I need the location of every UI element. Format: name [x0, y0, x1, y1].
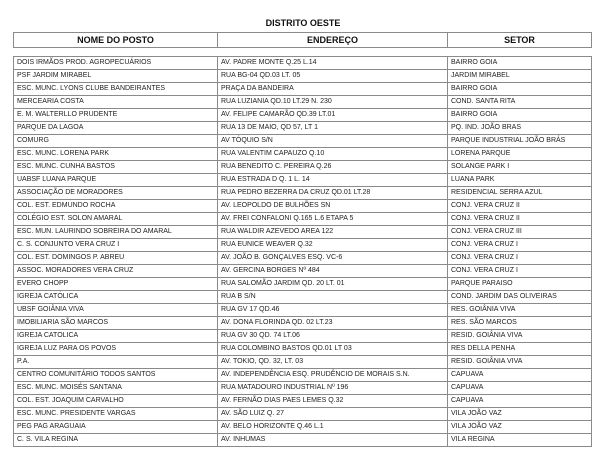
cell-setor: VILA REGINA [448, 434, 592, 447]
cell-nome: COL. EST. DOMINGOS P. ABREU [14, 252, 218, 265]
cell-endereco: AV. FERNÃO DIAS PAES LEMES Q.32 [218, 395, 448, 408]
table-row [14, 317, 592, 330]
cell-endereco: AV. INDEPENDÊNCIA ESQ. PRUDÊNCIO DE MORAIS S.N. [218, 369, 448, 382]
cell-nome: UBSF GOIÂNIA VIVA [14, 304, 218, 317]
cell-endereco: RUA 13 DE MAIO, QD 57, LT 1 [218, 122, 448, 135]
cell-nome: ASSOCIAÇÃO DE MORADORES [14, 187, 218, 200]
cell-nome: C. S. CONJUNTO VERA CRUZ I [14, 239, 218, 252]
table-row [14, 161, 592, 174]
table-row [14, 109, 592, 122]
cell-nome: COL. EST. EDMUNDO ROCHA [14, 200, 218, 213]
cell-nome: IGREJA CATÓLICA [14, 291, 218, 304]
cell-endereco: RUA BENEDITO C. PEREIRA Q.26 [218, 161, 448, 174]
cell-endereco: RUA WALDIR AZEVEDO AREA 122 [218, 226, 448, 239]
cell-nome: PEG PAG ARAGUAIA [14, 421, 218, 434]
cell-setor: JARDIM MIRABEL [448, 70, 592, 83]
column-header-setor: SETOR [448, 33, 592, 48]
table-row [14, 382, 592, 395]
table-row [14, 239, 592, 252]
cell-endereco: RUA BG-04 QD.03 LT. 05 [218, 70, 448, 83]
table-row [14, 265, 592, 278]
cell-nome: COL. EST. JOAQUIM CARVALHO [14, 395, 218, 408]
table-row [14, 421, 592, 434]
cell-endereco: AV. DONA FLORINDA QD. 02 LT.23 [218, 317, 448, 330]
cell-setor: PARQUE PARAISO [448, 278, 592, 291]
cell-setor: CONJ. VERA CRUZ I [448, 252, 592, 265]
cell-endereco: RUA GV 30 QD. 74 LT.06 [218, 330, 448, 343]
cell-endereco: AV. LEOPOLDO DE BULHÕES SN [218, 200, 448, 213]
cell-nome: ESC. MUNC. LORENA PARK [14, 148, 218, 161]
table-row [14, 83, 592, 96]
cell-endereco: RUA COLOMBINO BASTOS QD.01 LT 03 [218, 343, 448, 356]
cell-setor: RES. SÃO MARCOS [448, 317, 592, 330]
cell-nome: COLÉGIO EST. SOLON AMARAL [14, 213, 218, 226]
cell-nome: ESC. MUNC. CUNHA BASTOS [14, 161, 218, 174]
cell-setor: BAIRRO GOIA [448, 57, 592, 70]
cell-setor: CONJ. VERA CRUZ I [448, 239, 592, 252]
cell-setor: SOLANGE PARK I [448, 161, 592, 174]
table-row [14, 96, 592, 109]
cell-endereco: AV. JOÃO B. GONÇALVES ESQ. VC-6 [218, 252, 448, 265]
cell-setor: VILA JOÃO VAZ [448, 408, 592, 421]
cell-endereco: AV. SÃO LUIZ Q. 27 [218, 408, 448, 421]
cell-endereco: AV. TOKIO, QD. 32, LT. 03 [218, 356, 448, 369]
table-row [14, 278, 592, 291]
column-header-nome: NOME DO POSTO [14, 33, 218, 48]
table-row [14, 135, 592, 148]
cell-nome: PSF JARDIM MIRABEL [14, 70, 218, 83]
table-row [14, 148, 592, 161]
table-row [14, 226, 592, 239]
cell-endereco: AV. INHUMAS [218, 434, 448, 447]
table-row [14, 408, 592, 421]
cell-setor: CONJ. VERA CRUZ I [448, 265, 592, 278]
table-row [14, 304, 592, 317]
cell-endereco: AV. BELO HORIZONTE Q.46 L.1 [218, 421, 448, 434]
cell-endereco: AV. PADRE MONTE Q.25 L.14 [218, 57, 448, 70]
header-row [14, 33, 592, 48]
cell-nome: E. M. WALTERLLO PRUDENTE [14, 109, 218, 122]
cell-setor: COND. SANTA RITA [448, 96, 592, 109]
table-row [14, 70, 592, 83]
table-row [14, 343, 592, 356]
cell-setor: VILA JOÃO VAZ [448, 421, 592, 434]
cell-nome: ASSOC. MORADORES VERA CRUZ [14, 265, 218, 278]
cell-endereco: RUA VALENTIM CAPAUZO Q.10 [218, 148, 448, 161]
cell-setor: BAIRRO GOIA [448, 83, 592, 96]
cell-setor: CONJ. VERA CRUZ III [448, 226, 592, 239]
cell-nome: EVERO CHOPP [14, 278, 218, 291]
cell-endereco: AV TÓQUIO S/N [218, 135, 448, 148]
cell-nome: PARQUE DA LAGOA [14, 122, 218, 135]
cell-setor: RES DELLA PENHA [448, 343, 592, 356]
cell-endereco: AV. GERCINA BORGES Nº 484 [218, 265, 448, 278]
table-row [14, 291, 592, 304]
cell-endereco: PRAÇA DA BANDEIRA [218, 83, 448, 96]
cell-setor: BAIRRO GOIA [448, 109, 592, 122]
cell-endereco: RUA SALOMÃO JARDIM QD. 20 LT. 01 [218, 278, 448, 291]
cell-nome: P.A. [14, 356, 218, 369]
cell-nome: IGREJA LUZ PARA OS POVOS [14, 343, 218, 356]
table-row [14, 57, 592, 70]
cell-endereco: RUA MATADOURO INDUSTRIAL Nº 196 [218, 382, 448, 395]
cell-setor: PARQUE INDUSTRIAL JOÃO BRÁS [448, 135, 592, 148]
cell-setor: RESID. GOIÂNIA VIVA [448, 356, 592, 369]
header-table [13, 32, 592, 48]
cell-nome: ESC. MUNC. PRESIDENTE VARGAS [14, 408, 218, 421]
table-row [14, 395, 592, 408]
posts-table [13, 56, 592, 447]
cell-nome: C. S. VILA REGINA [14, 434, 218, 447]
cell-setor: CONJ. VERA CRUZ II [448, 213, 592, 226]
cell-endereco: RUA LUZIANIA QD.10 LT.29 N. 230 [218, 96, 448, 109]
cell-setor: CONJ. VERA CRUZ II [448, 200, 592, 213]
cell-endereco: RUA ESTRADA D Q. 1 L. 14 [218, 174, 448, 187]
table-row [14, 187, 592, 200]
table-row [14, 252, 592, 265]
table-row [14, 122, 592, 135]
cell-nome: IGREJA CATOLICA [14, 330, 218, 343]
cell-setor: RESID. GOIÂNIA VIVA [448, 330, 592, 343]
table-row [14, 174, 592, 187]
cell-setor: CAPUAVA [448, 369, 592, 382]
cell-nome: ESC. MUN. LAURINDO SOBREIRA DO AMARAL [14, 226, 218, 239]
cell-setor: RES. GOIÂNIA VIVA [448, 304, 592, 317]
cell-nome: COMURG [14, 135, 218, 148]
cell-setor: CAPUAVA [448, 395, 592, 408]
cell-endereco: AV. FREI CONFALONI Q.165 L.6 ETAPA 5 [218, 213, 448, 226]
cell-nome: ESC. MUNC. LYONS CLUBE BANDEIRANTES [14, 83, 218, 96]
cell-nome: IMOBILIARIA SÃO MARCOS [14, 317, 218, 330]
cell-endereco: RUA B S/N [218, 291, 448, 304]
cell-endereco: RUA PEDRO BEZERRA DA CRUZ QD.01 LT.28 [218, 187, 448, 200]
cell-endereco: RUA EUNICE WEAVER Q.32 [218, 239, 448, 252]
table-row [14, 369, 592, 382]
page-title: DISTRITO OESTE [265, 18, 341, 28]
column-header-endereco: ENDEREÇO [218, 33, 448, 48]
cell-nome: MERCEARIA COSTA [14, 96, 218, 109]
cell-setor: CAPUAVA [448, 382, 592, 395]
table-row [14, 330, 592, 343]
table-row [14, 200, 592, 213]
table-row [14, 213, 592, 226]
cell-setor: COND. JARDIM DAS OLIVEIRAS [448, 291, 592, 304]
cell-endereco: AV. FELIPE CAMARÃO QD.39 LT.01 [218, 109, 448, 122]
table-row [14, 434, 592, 447]
cell-nome: DOIS IRMÃOS PROD. AGROPECUÁRIOS [14, 57, 218, 70]
cell-endereco: RUA GV 17 QD.46 [218, 304, 448, 317]
table-row [14, 356, 592, 369]
cell-setor: LORENA PARQUE [448, 148, 592, 161]
cell-setor: LUANA PARK [448, 174, 592, 187]
cell-nome: UABSF LUANA PARQUE [14, 174, 218, 187]
cell-nome: CENTRO COMUNITÁRIO TODOS SANTOS [14, 369, 218, 382]
cell-nome: ESC. MUNC. MOISÉS SANTANA [14, 382, 218, 395]
cell-setor: PQ. IND. JOÃO BRAS [448, 122, 592, 135]
cell-setor: RESIDENCIAL SERRA AZUL [448, 187, 592, 200]
